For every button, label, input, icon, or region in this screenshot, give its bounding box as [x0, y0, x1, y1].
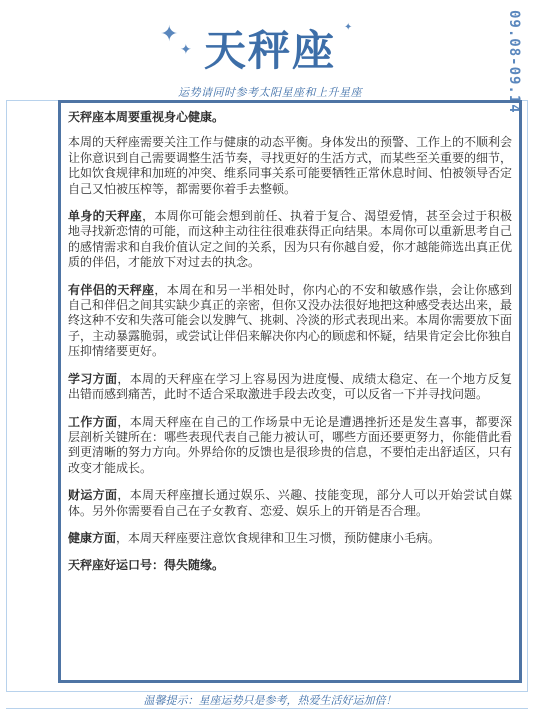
page-title: 天秤座: [203, 26, 336, 75]
partner-lead: 有伴侣的天秤座: [68, 282, 155, 297]
page-subtitle: 运势请同时参考太阳星座和上升星座: [178, 86, 362, 99]
partner-paragraph: [68, 283, 512, 360]
study-lead: 学习方面: [68, 371, 118, 386]
footer-tip: 温馨提示：星座运势只是参考，热爱生活好运加倍！: [143, 694, 397, 707]
sparkle-icon: ✦: [344, 22, 353, 33]
wealth-paragraph: [68, 488, 512, 519]
work-text: ，本周天秤座在自己的工作场景中无论是遭遇挫折还是发生喜事，都要深层剖析关键所在：哪些表现代表自己能力被认可，哪些方面还要更努力，你能借此看到更清晰的努力方向。外界给你的反馈也是很珍贵的信息，不要怕走出舒适区，只有改变才能成长。: [68, 414, 513, 475]
single-text: ，本周你可能会想到前任、执着于复合、渴望爱情，甚至会过于积极地寻找新恋情的可能，而这种主动往往很难获得正向结果。本周你可以重新思考自己的感情需求和自我价值认定之间的关系，因为只有你越自爱，你才越能筛选出真正优质的伴侣，才能放下对过去的执念。: [68, 209, 513, 270]
lucky-slogan: 天秤座好运口号：得失随缘。: [68, 558, 225, 573]
intro-paragraph: 本周的天秤座需要关注工作与健康的动态平衡。身体发出的预警、工作上的不顺利会让你意识到自己需要调整生活节奏，寻找更好的生活方式，而某些至关重要的细节，比如饮食规律和加班的冲突、维系同事关系可能要牺牲正常休息时间、怕被领导否定自己又怕被压榨等，都需要你着手去整顿。: [68, 135, 513, 196]
date-range: 09.08-09.14: [506, 10, 522, 114]
partner-text: ，本周在和另一半相处时，你内心的不安和敏感作祟，会让你感到自己和伴侣之间其实缺少真正的亲密，但你又没办法很好地把这种感受表达出来，最终这种不安和失落可能会以发脾气、挑刺、冷淡的形式表现出来。本周你需要放下面子，主动暴露脆弱，或尝试让伴侣来解决你内心的顾虑和怀疑，结果肯定会比你独自压抑情绪要更好。: [68, 282, 513, 359]
work-paragraph: [68, 415, 512, 477]
footer-divider: [6, 708, 528, 709]
health-paragraph: [68, 531, 512, 546]
wealth-lead: 财运方面: [68, 488, 118, 503]
single-paragraph: [68, 209, 512, 271]
sparkle-icon: ✦: [180, 42, 192, 58]
work-lead: 工作方面: [68, 414, 118, 429]
sparkle-icon: ✦: [160, 22, 179, 47]
single-lead: 单身的天秤座: [68, 209, 143, 224]
study-paragraph: [68, 372, 512, 403]
study-text: ，本周的天秤座在学习上容易因为进度慢、成绩太稳定、在一个地方反复出错而感到痛苦，此时不适合采取激进手段去改变，可以反省一下并寻找问题。: [68, 371, 512, 402]
headline: 天秤座本周要重视身心健康。: [68, 110, 225, 124]
article-body: [68, 110, 512, 586]
health-text: ，本周天秤座要注意饮食规律和卫生习惯，预防健康小毛病。: [116, 530, 441, 545]
health-lead: 健康方面: [68, 530, 117, 545]
wealth-text: ，本周天秤座擅长通过娱乐、兴趣、技能变现，部分人可以开始尝试自媒体。另外你需要看自己在子女教育、恋爱、娱乐上的开销是否合理。: [68, 488, 512, 518]
